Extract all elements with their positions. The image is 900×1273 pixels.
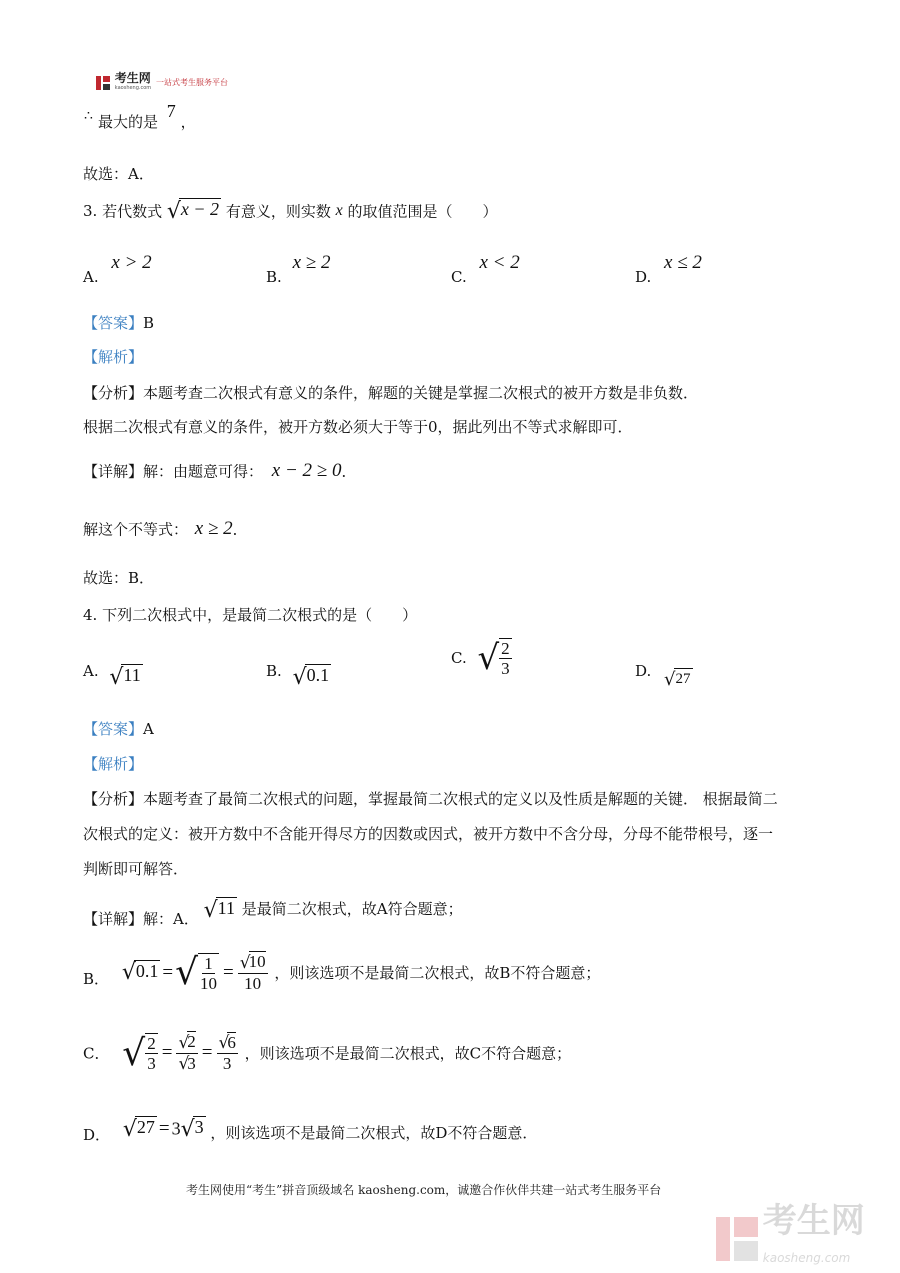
q4-stem — [83, 604, 417, 625]
sqrt-icon: √ — [239, 952, 251, 973]
sqrt-icon: √ — [166, 198, 181, 224]
max-text: 最大的是 — [98, 113, 159, 131]
q3-detail-expr: x − 2 ≥ 0 — [271, 460, 342, 481]
logo-name: 考生网 — [114, 71, 151, 85]
q4-option-d-radical — [664, 668, 692, 690]
sqrt-icon: √ — [109, 664, 124, 690]
q3-option-a-expr: x > 2 — [111, 252, 152, 273]
sqrt-icon: √ — [218, 1033, 230, 1054]
q4-analysis-tag: 【解析】 — [83, 755, 144, 773]
q4-option-a-radical — [109, 664, 142, 690]
q3-detail-prefix: 【详解】解：由题意可得： — [83, 462, 264, 481]
q4-detail-d-r1-radicand: 27 — [136, 1117, 155, 1137]
q4-option-b-radicand: 0.1 — [306, 665, 330, 685]
watermark — [716, 1201, 865, 1272]
q3-choose: 故选：B． — [83, 569, 155, 587]
q3-solve-end: ． — [232, 520, 248, 539]
q4-detail-d-label: D． — [83, 1126, 111, 1145]
q4-detail-a — [83, 897, 463, 928]
q4-detail-c-f1 — [145, 1033, 158, 1073]
q4-detail-c-f1-num: 2 — [147, 1034, 156, 1054]
q4-detail-c-f3-num-wrap — [217, 1033, 238, 1055]
header-logo — [96, 72, 228, 93]
sqrt-icon: √ — [175, 952, 199, 993]
q4-detail-a-prefix: 【详解】解：A． — [83, 910, 199, 928]
equals-sign: = — [161, 1042, 173, 1064]
max-value: 7 — [166, 101, 176, 121]
q3-detail-end: ． — [341, 462, 357, 481]
q3-answer — [83, 312, 154, 333]
q4-detail-c-f1-den: 3 — [147, 1054, 156, 1074]
q4-detail-d-r2-radicand: 3 — [194, 1117, 204, 1137]
q4-answer-tag: 【答案】 — [83, 720, 144, 738]
q4-analysis-3: 判断即可解答． — [83, 860, 189, 878]
q4-option-c-den: 3 — [501, 659, 510, 678]
watermark-logo-icon — [716, 1217, 758, 1261]
logo-domain: kaosheng.com — [114, 85, 152, 91]
equals-sign: = — [162, 961, 174, 983]
q4-detail-b-text: ，则该选项不是最简二次根式，故B不符合题意； — [274, 964, 601, 982]
q4-detail-c-f2-den-wrap — [176, 1054, 197, 1075]
q3-analysis-1: 【分析】本题考查二次根式有意义的条件，解题的关键是掌握二次根式的被开方数是非负数． — [83, 384, 699, 402]
header-slogan: 一站式考生服务平台 — [155, 78, 228, 87]
sqrt-icon: √ — [122, 1032, 146, 1074]
q3-stem — [83, 198, 498, 224]
watermark-domain: kaosheng.com — [762, 1251, 851, 1265]
q3-solve-expr: x ≥ 2 — [194, 518, 233, 539]
logo-icon — [96, 76, 110, 90]
equals-sign: = — [158, 1117, 170, 1139]
sqrt-icon: √ — [292, 664, 307, 690]
q4-answer — [83, 718, 154, 739]
q4-detail-a-radicand: 11 — [217, 898, 235, 918]
q4-detail-c-f2-num-wrap — [176, 1032, 197, 1054]
q4-option-b-label: B. — [266, 661, 282, 680]
q4-detail-b-label: B． — [83, 970, 110, 988]
q4-number: 4. — [83, 606, 98, 624]
q3-detail — [83, 460, 357, 482]
q4-detail-b-f1 — [198, 953, 219, 993]
q4-detail-d-text: ，则该选项不是最简二次根式，故D不符合题意． — [210, 1124, 538, 1143]
watermark-name: 考生网 — [762, 1201, 865, 1241]
q3-var: x — [335, 201, 343, 219]
q3-option-a[interactable] — [83, 252, 152, 286]
q4-option-d-radicand: 27 — [674, 668, 693, 689]
q3-option-d-expr: x ≤ 2 — [664, 252, 702, 273]
q3-text-after: 有意义，则实数 — [225, 202, 331, 221]
q4-detail-c-f3-den: 3 — [222, 1054, 232, 1074]
q4-detail-c-r1 — [122, 1033, 159, 1074]
q4-option-b[interactable] — [266, 658, 331, 690]
q4-detail-c-f3 — [217, 1033, 238, 1074]
q4-analysis-2: 次根式的定义：被开方数中不含能开得尽方的因数或因式，被开方数中不含分母，分母不能带根号，逐一 — [83, 825, 774, 843]
q4-detail-b-r2 — [175, 952, 221, 993]
q4-option-d-label: D. — [635, 661, 652, 680]
q4-detail-b-f2-num-wrap — [238, 952, 268, 974]
equals-sign: = — [201, 1042, 213, 1064]
q4-option-a[interactable] — [83, 658, 143, 690]
max-comma: ， — [180, 113, 196, 131]
q3-option-b-label: B. — [266, 268, 282, 286]
sqrt-icon: √ — [180, 1116, 195, 1142]
prev-choose: 故选：A． — [83, 165, 154, 183]
q4-answer-value: A — [143, 720, 154, 738]
q4-detail-b-r1 — [122, 960, 161, 986]
equals-sign: = — [223, 961, 234, 983]
q4-detail-b-f2-num: 10 — [248, 952, 266, 972]
q4-detail-a-text: 是最简二次根式，故A符合题意； — [241, 900, 463, 918]
q3-solve-prefix: 解这个不等式： — [83, 520, 189, 539]
q4-option-c-radical — [478, 638, 514, 678]
q4-detail-b-r1-radicand: 0.1 — [135, 960, 159, 981]
q3-text-before: 若代数式 — [102, 202, 163, 221]
sqrt-icon: √ — [178, 1054, 190, 1075]
max-line — [98, 101, 196, 131]
q4-option-c[interactable] — [451, 638, 514, 678]
q3-answer-value: B — [143, 314, 155, 332]
q4-detail-b-f1-den: 10 — [200, 973, 218, 993]
q4-detail-c-f2-num: 2 — [187, 1032, 196, 1051]
q3-number: 3. — [83, 201, 98, 220]
q4-detail-d-coef: 3 — [171, 1118, 181, 1139]
q3-radical — [167, 198, 221, 224]
sqrt-icon: √ — [203, 897, 218, 923]
sqrt-icon: √ — [664, 668, 676, 690]
q4-detail-c-text: ，则该选项不是最简二次根式，故C不符合题意； — [244, 1044, 572, 1063]
q4-detail-d-r1 — [123, 1116, 157, 1142]
q3-text-end: 的取值范围是（ ） — [347, 202, 498, 221]
q4-detail-c — [83, 1032, 571, 1074]
q4-detail-b — [83, 952, 600, 993]
q4-detail-d-r2 — [181, 1116, 206, 1142]
sqrt-icon: √ — [477, 638, 500, 678]
sqrt-icon: √ — [121, 960, 136, 986]
q4-option-c-label: C. — [451, 649, 467, 667]
q4-analysis-1: 【分析】本题考查了最简二次根式的问题，掌握最简二次根式的定义以及性质是解题的关键． 根据最简二 — [83, 790, 778, 808]
q4-detail-b-f2-den: 10 — [244, 973, 262, 993]
q3-option-d-label: D. — [635, 268, 652, 286]
q3-option-c[interactable] — [451, 252, 520, 286]
sqrt-icon: √ — [122, 1116, 137, 1142]
q4-detail-c-label: C． — [83, 1044, 110, 1063]
q4-detail-a-radical — [204, 897, 237, 923]
q4-detail-c-f2-den: 3 — [187, 1053, 196, 1073]
therefore-line — [84, 100, 93, 124]
q3-option-c-expr: x < 2 — [479, 252, 520, 273]
q3-solve — [83, 518, 248, 540]
q4-detail-d — [83, 1116, 538, 1145]
q4-detail-b-f1-num: 1 — [204, 953, 213, 973]
q4-option-d[interactable] — [635, 660, 693, 690]
q4-detail-b-f2 — [238, 952, 268, 993]
q3-option-a-label: A. — [83, 268, 99, 286]
q4-option-c-num: 2 — [501, 639, 510, 658]
q3-option-d[interactable] — [635, 252, 702, 286]
q4-text: 下列二次根式中，是最简二次根式的是（ ） — [102, 606, 418, 624]
q4-detail-c-f3-num: 6 — [227, 1032, 236, 1052]
q3-radicand: x − 2 — [180, 199, 220, 219]
q4-option-a-label: A. — [83, 661, 99, 680]
q4-detail-c-f2 — [176, 1032, 197, 1074]
q3-analysis-tag: 【解析】 — [83, 348, 144, 366]
q4-option-a-radicand: 11 — [123, 665, 141, 685]
q4-option-b-radical — [293, 664, 332, 690]
therefore-symbol: ∴ — [84, 108, 93, 124]
footer-text: 考生网使用“考生”拼音顶级域名 kaosheng.com，诚邀合作伙伴共建一站式考生服务平台 — [186, 1183, 662, 1197]
sqrt-icon: √ — [178, 1032, 190, 1053]
q3-analysis-2: 根据二次根式有意义的条件，被开方数必须大于等于0，据此列出不等式求解即可． — [83, 418, 633, 436]
q4-option-c-fraction — [499, 638, 512, 678]
q3-answer-tag: 【答案】 — [83, 314, 144, 332]
q3-option-c-label: C. — [451, 268, 467, 286]
q3-option-b-expr: x ≥ 2 — [292, 252, 331, 273]
q3-option-b[interactable] — [266, 252, 331, 286]
